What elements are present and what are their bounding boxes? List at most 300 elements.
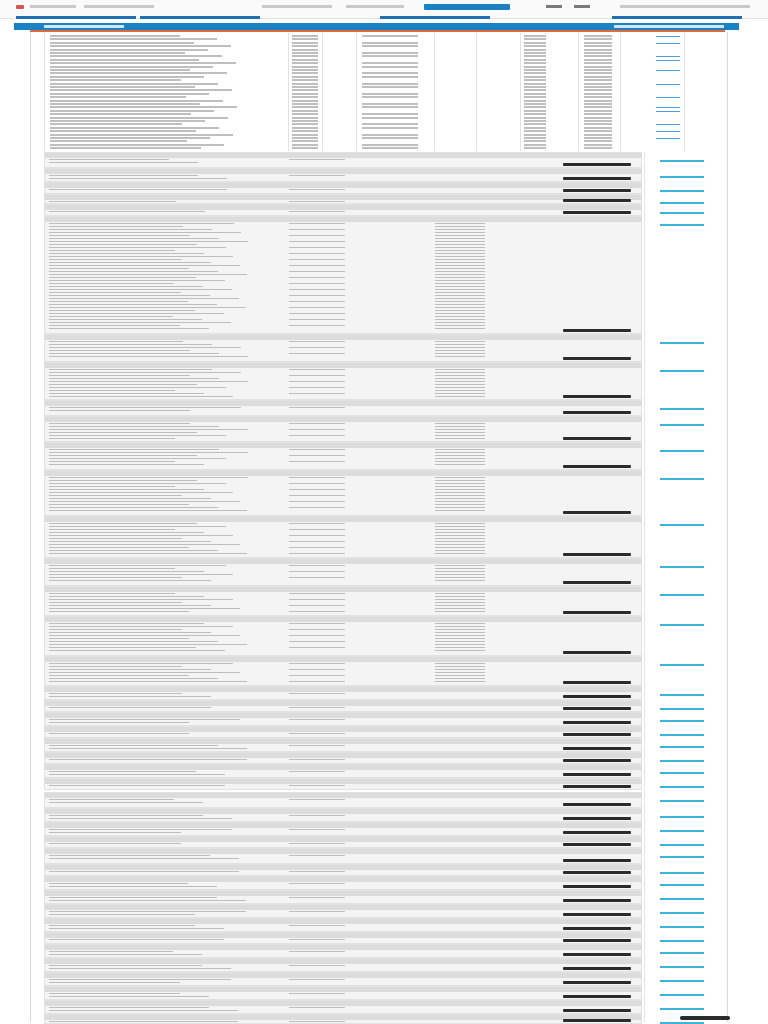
record-text [289, 483, 345, 484]
record-action-button[interactable] [563, 163, 631, 166]
table-cell [362, 62, 418, 64]
record-block [44, 616, 642, 656]
record-link-bar[interactable] [660, 912, 704, 914]
table-cell [362, 117, 418, 119]
record-text [435, 280, 485, 281]
record-text [49, 356, 248, 357]
record-text [289, 681, 345, 682]
record-link-bar[interactable] [660, 772, 704, 774]
record-action-button[interactable] [563, 177, 631, 180]
table-cell [50, 86, 195, 88]
table-cell [50, 93, 209, 95]
record-text [289, 951, 345, 952]
record-text [49, 455, 197, 456]
record-text [435, 535, 485, 536]
scroll-handle[interactable] [680, 1016, 730, 1020]
record-text [435, 350, 485, 351]
record-text [49, 925, 195, 926]
nav-link[interactable] [346, 5, 404, 8]
record-link-bar[interactable] [660, 694, 704, 696]
record-header [45, 945, 641, 950]
record-link-bar[interactable] [660, 800, 704, 802]
record-text [289, 1021, 345, 1022]
table-link[interactable] [656, 56, 680, 57]
record-action-button[interactable] [563, 411, 631, 414]
record-text [435, 553, 485, 554]
table-cell [292, 79, 318, 81]
record-text [49, 449, 219, 450]
record-action-button[interactable] [563, 831, 631, 834]
table-cell [524, 79, 546, 81]
record-text [435, 547, 485, 548]
record-text [49, 568, 175, 569]
record-action-button[interactable] [563, 1019, 631, 1022]
record-link-bar[interactable] [660, 872, 704, 874]
record-header [45, 793, 641, 798]
table-link[interactable] [656, 131, 680, 132]
record-text [289, 707, 345, 708]
record-text [49, 565, 226, 566]
record-action-button[interactable] [563, 885, 631, 888]
record-text [435, 504, 485, 505]
record-action-button[interactable] [563, 721, 631, 724]
record-action-button[interactable] [563, 199, 631, 202]
record-text [435, 375, 485, 376]
table-cell [584, 123, 612, 125]
table-cell [292, 76, 318, 78]
record-text [435, 244, 485, 245]
record-text [49, 344, 212, 345]
record-action-button[interactable] [563, 511, 631, 514]
record-link-bar[interactable] [660, 720, 704, 722]
record-text [289, 565, 345, 566]
record-block [44, 864, 642, 876]
record-text [289, 271, 345, 272]
table-cell [50, 140, 187, 142]
record-action-button[interactable] [563, 211, 631, 214]
record-action-button[interactable] [563, 1009, 631, 1012]
table-link[interactable] [656, 107, 680, 108]
record-action-button[interactable] [563, 695, 631, 698]
table-cell [524, 106, 546, 108]
table-cell [524, 45, 546, 47]
table-cell [292, 127, 318, 129]
record-text [49, 507, 218, 508]
table-link[interactable] [656, 36, 680, 37]
brand-logo[interactable] [16, 5, 24, 9]
record-text [435, 644, 485, 645]
record-link-bar[interactable] [660, 624, 704, 626]
record-text [289, 277, 345, 278]
table-cell [524, 69, 546, 71]
record-block [44, 972, 642, 986]
record-link-bar[interactable] [660, 190, 704, 192]
record-link-bar[interactable] [660, 478, 704, 480]
record-action-button[interactable] [563, 707, 631, 710]
table-link[interactable] [656, 138, 680, 139]
record-action-button[interactable] [563, 773, 631, 776]
record-text [49, 492, 233, 493]
record-text [49, 571, 204, 572]
record-action-button[interactable] [563, 611, 631, 614]
record-text [49, 235, 190, 236]
record-action-button[interactable] [563, 953, 631, 956]
table-cell [362, 45, 418, 47]
record-text [49, 461, 175, 462]
record-text [435, 426, 485, 427]
record-header [45, 217, 641, 222]
record-header [45, 657, 641, 662]
nav-icon[interactable] [546, 5, 562, 8]
record-link-bar[interactable] [660, 450, 704, 452]
record-text [49, 523, 197, 524]
record-text [435, 599, 485, 600]
record-link-bar[interactable] [660, 994, 704, 996]
record-text [289, 223, 345, 224]
record-header [45, 837, 641, 842]
section-tab[interactable] [614, 25, 724, 28]
record-text [289, 201, 345, 202]
record-link-bar[interactable] [660, 370, 704, 372]
record-text [435, 423, 485, 424]
record-header [45, 933, 641, 938]
record-text [49, 510, 247, 511]
record-text [49, 350, 190, 351]
table-cell [584, 113, 612, 115]
table-cell [292, 144, 318, 146]
record-header [45, 587, 641, 592]
record-text [49, 384, 197, 385]
record-text [49, 774, 225, 775]
nav-link[interactable] [30, 5, 76, 8]
record-text [435, 372, 485, 373]
record-text [289, 871, 345, 872]
record-action-button[interactable] [563, 651, 631, 654]
table-cell [524, 35, 546, 37]
record-link-bar[interactable] [660, 746, 704, 748]
table-cell [524, 72, 546, 74]
record-text [289, 745, 345, 746]
record-link-bar[interactable] [660, 160, 704, 162]
record-link-bar[interactable] [660, 980, 704, 982]
record-link-bar[interactable] [660, 760, 704, 762]
record-action-button[interactable] [563, 747, 631, 750]
table-cell [362, 127, 418, 129]
record-text [289, 375, 345, 376]
record-link-bar[interactable] [660, 1008, 704, 1010]
table-column-divider [288, 33, 289, 151]
table-link[interactable] [656, 60, 680, 61]
record-link-bar[interactable] [660, 224, 704, 226]
record-link-bar[interactable] [660, 786, 704, 788]
record-block [44, 836, 642, 848]
table-cell [50, 89, 232, 91]
record-link-bar[interactable] [660, 342, 704, 344]
table-link[interactable] [656, 97, 680, 98]
record-text [289, 829, 345, 830]
record-link-bar[interactable] [660, 212, 704, 214]
record-text [435, 623, 485, 624]
record-text [289, 1007, 345, 1008]
nav-link-active[interactable] [424, 4, 510, 10]
table-link[interactable] [656, 43, 680, 44]
record-text [435, 611, 485, 612]
record-block [44, 400, 642, 416]
record-text [289, 571, 345, 572]
record-text [49, 283, 174, 284]
table-cell [50, 59, 199, 61]
section-tab-band [14, 23, 739, 30]
record-text [49, 423, 190, 424]
table-cell [50, 103, 200, 105]
table-cell [584, 117, 612, 119]
record-text [289, 939, 345, 940]
record-text [49, 316, 173, 317]
record-text [289, 461, 345, 462]
record-text [435, 526, 485, 527]
record-action-button[interactable] [563, 939, 631, 942]
record-text [49, 353, 219, 354]
table-cell [50, 45, 231, 47]
record-header [45, 205, 641, 210]
table-cell [524, 96, 546, 98]
record-link-bar[interactable] [660, 202, 704, 204]
record-text [289, 593, 345, 594]
table-cell [584, 38, 612, 40]
record-block [44, 686, 642, 700]
nav-icon[interactable] [574, 5, 590, 8]
record-action-button[interactable] [563, 395, 631, 398]
record-text [49, 489, 204, 490]
record-text [289, 265, 345, 266]
record-text [435, 274, 485, 275]
record-text [435, 435, 485, 436]
record-text [49, 580, 211, 581]
record-link-bar[interactable] [660, 844, 704, 846]
record-link-bar[interactable] [660, 408, 704, 410]
record-link-bar[interactable] [660, 926, 704, 928]
record-text [49, 785, 225, 786]
table-cell [292, 69, 318, 71]
section-tab[interactable] [44, 25, 124, 28]
record-text [49, 968, 231, 969]
record-action-button[interactable] [563, 995, 631, 998]
header-field [612, 16, 742, 19]
table-link[interactable] [656, 111, 680, 112]
record-text [49, 259, 182, 260]
table-column-divider [578, 33, 579, 151]
record-block [44, 904, 642, 918]
record-text [49, 663, 233, 664]
record-text [49, 438, 175, 439]
record-text [49, 886, 217, 887]
record-link-bar[interactable] [660, 856, 704, 858]
record-action-button[interactable] [563, 681, 631, 684]
record-action-button[interactable] [563, 967, 631, 970]
record-link-bar[interactable] [660, 830, 704, 832]
record-action-button[interactable] [563, 437, 631, 440]
user-menu[interactable] [620, 5, 750, 8]
record-action-button[interactable] [563, 189, 631, 192]
record-header [45, 687, 641, 692]
record-link-bar[interactable] [660, 594, 704, 596]
record-action-button[interactable] [563, 465, 631, 468]
record-action-button[interactable] [563, 913, 631, 916]
record-block [44, 792, 642, 808]
table-cell [292, 86, 318, 88]
record-action-button[interactable] [563, 803, 631, 806]
table-cell [584, 72, 612, 74]
record-link-bar[interactable] [660, 176, 704, 178]
record-text [435, 663, 485, 664]
record-action-button[interactable] [563, 581, 631, 584]
record-text [435, 438, 485, 439]
record-text [435, 223, 485, 224]
record-header [45, 765, 641, 770]
record-header [45, 865, 641, 870]
table-cell [584, 100, 612, 102]
record-block [44, 470, 642, 516]
nav-link[interactable] [262, 5, 332, 8]
table-cell [292, 83, 318, 85]
table-cell [292, 42, 318, 44]
record-text [435, 669, 485, 670]
record-text [435, 577, 485, 578]
table-link[interactable] [656, 84, 680, 85]
record-text [435, 295, 485, 296]
table-cell [50, 127, 219, 129]
record-text [435, 286, 485, 287]
record-link-bar[interactable] [660, 566, 704, 568]
record-text [49, 256, 233, 257]
record-text [289, 189, 345, 190]
record-action-button[interactable] [563, 817, 631, 820]
record-text [49, 577, 182, 578]
record-text [49, 669, 211, 670]
record-block [44, 726, 642, 738]
table-cell [292, 147, 318, 149]
record-link-bar[interactable] [660, 884, 704, 886]
record-text [289, 911, 345, 912]
record-text [49, 855, 210, 856]
record-text [49, 666, 182, 667]
record-link-bar[interactable] [660, 898, 704, 900]
table-cell [584, 83, 612, 85]
table-link[interactable] [656, 124, 680, 125]
table-cell [524, 120, 546, 122]
record-action-button[interactable] [563, 733, 631, 736]
record-header [45, 335, 641, 340]
record-text [49, 900, 246, 901]
record-text [435, 322, 485, 323]
record-action-button[interactable] [563, 329, 631, 332]
table-cell [50, 35, 180, 37]
record-block [44, 334, 642, 362]
record-text [289, 577, 345, 578]
record-action-button[interactable] [563, 981, 631, 984]
table-cell [362, 106, 418, 108]
record-text [435, 571, 485, 572]
record-link-bar[interactable] [660, 424, 704, 426]
record-text [49, 626, 233, 627]
record-text [435, 532, 485, 533]
record-text [49, 858, 239, 859]
record-header [45, 877, 641, 882]
record-action-button[interactable] [563, 859, 631, 862]
table-cell [292, 93, 318, 95]
record-action-button[interactable] [563, 759, 631, 762]
record-link-bar[interactable] [660, 816, 704, 818]
table-cell [50, 55, 222, 57]
record-link-bar[interactable] [660, 734, 704, 736]
record-text [435, 486, 485, 487]
record-text [435, 666, 485, 667]
record-text [49, 387, 226, 388]
record-text [49, 593, 175, 594]
record-link-bar[interactable] [660, 952, 704, 954]
record-text [435, 229, 485, 230]
table-cell [362, 72, 418, 74]
record-link-bar[interactable] [660, 708, 704, 710]
record-text [435, 429, 485, 430]
record-text [49, 611, 189, 612]
table-cell [292, 52, 318, 54]
record-action-button[interactable] [563, 553, 631, 556]
table-cell [584, 79, 612, 81]
record-link-bar[interactable] [660, 966, 704, 968]
record-text [49, 596, 204, 597]
table-cell [362, 123, 418, 125]
table-cell [292, 120, 318, 122]
table-cell [50, 144, 224, 146]
record-action-button[interactable] [563, 899, 631, 902]
record-action-button[interactable] [563, 927, 631, 930]
record-text [435, 510, 485, 511]
record-text [435, 381, 485, 382]
record-text [49, 238, 219, 239]
record-text [49, 629, 182, 630]
record-block [44, 216, 642, 334]
record-text [49, 390, 175, 391]
record-action-button[interactable] [563, 843, 631, 846]
table-cell [524, 66, 546, 68]
nav-link[interactable] [84, 5, 154, 8]
record-header [45, 779, 641, 784]
record-text [289, 553, 345, 554]
table-cell [50, 62, 236, 64]
record-text [435, 538, 485, 539]
table-cell [50, 106, 237, 108]
record-text [435, 452, 485, 453]
record-link-bar[interactable] [660, 940, 704, 942]
record-text [289, 535, 345, 536]
record-text [289, 423, 345, 424]
table-link[interactable] [656, 70, 680, 71]
table-cell [584, 103, 612, 105]
record-text [435, 529, 485, 530]
record-text [289, 495, 345, 496]
record-text [289, 693, 345, 694]
record-text [289, 523, 345, 524]
record-action-button[interactable] [563, 785, 631, 788]
record-action-button[interactable] [563, 357, 631, 360]
record-link-bar[interactable] [660, 664, 704, 666]
record-action-button[interactable] [563, 871, 631, 874]
table-cell [584, 62, 612, 64]
record-text [289, 289, 345, 290]
record-text [435, 277, 485, 278]
record-link-bar[interactable] [660, 524, 704, 526]
